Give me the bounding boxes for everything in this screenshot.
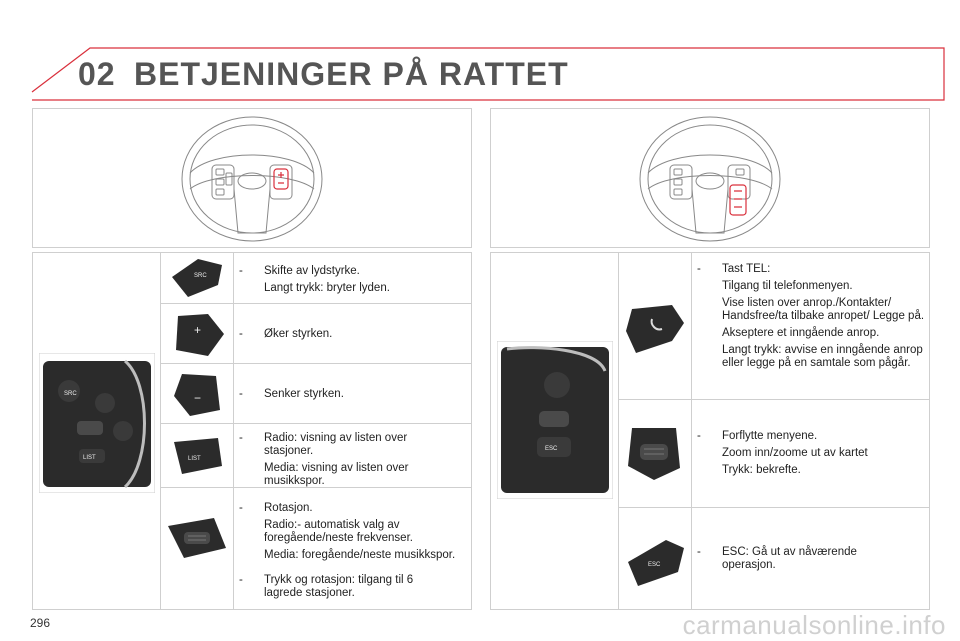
left-wheel-panel [32,108,472,248]
row-5-line-4: Trykk og rotasjon: tilgang til 6 lagrede stasjoner. [264,574,414,599]
left-overview-photo [39,353,155,493]
row-2-text [264,328,464,345]
row-5-text-2 [264,574,444,604]
steering-wheel-right-highlight [491,109,929,247]
bullet-dash: - [239,265,243,277]
bullet-dash: - [697,430,701,442]
bullet-dash: - [239,328,243,340]
right-wheel-panel [490,108,930,248]
volume-down-label: − [194,391,202,405]
bullet-dash: - [239,432,243,444]
right-row-3-text [722,546,912,576]
volume-down-button-icon [168,370,226,420]
list-button-label: LIST [188,456,201,462]
right-row-2-line-2: Zoom inn/zoome ut av kartet [722,447,868,459]
right-buttons-photo [497,341,613,499]
src-button-icon [168,255,226,301]
page-title: BETJENINGER PÅ RATTET [134,56,569,92]
row-2-line-1: Øker styrken. [264,328,333,340]
row-4-line-2: Media: visning av listen over musikkspor. [264,462,409,487]
row-5-text [264,502,464,566]
left-row-2 [160,303,471,364]
tel-button-icon [622,301,688,357]
bullet-dash: - [239,388,243,400]
right-row-2-line-3: Trykk: bekrefte. [722,464,801,476]
row-5-line-2: Radio:- automatisk valg av foregående/neste frekvenser. [264,519,413,544]
row-1-line-2: Langt trykk: bryter lyden. [264,282,390,294]
bullet-dash: - [239,502,243,514]
right-row-3 [618,507,929,610]
right-row-1-line-5: Langt trykk: avvise en inngående anrop eller legge på en samtale som pågår. [722,344,923,369]
right-row-1 [618,253,929,399]
bullet-dash: - [697,546,701,558]
watermark: carmanualsonline.info [682,610,946,640]
volume-up-label: + [194,323,202,337]
esc-button-label: ESC [648,562,661,568]
row-1-text [264,265,464,299]
right-row-1-line-2: Tilgang til telefonmenyen. [722,280,853,292]
bullet-dash: - [697,263,701,275]
left-row-3 [160,363,471,424]
row-1-line-1: Skifte av lydstyrke. [264,265,360,277]
right-row-1-text [722,263,928,374]
left-controls-table [32,252,472,610]
row-5-line-1: Rotasjon. [264,502,313,514]
left-buttons-photo [39,353,155,493]
left-row-1 [160,253,471,303]
overview-esc-label: ESC [545,446,558,452]
row-3-line-1: Senker styrken. [264,388,344,400]
right-row-1-line-1: Tast TEL: [722,263,771,275]
page-number: 296 [30,616,51,630]
left-row-5 [160,487,471,610]
overview-list-label: LIST [83,455,96,461]
volume-up-button-icon [168,310,226,360]
left-row-4 [160,423,471,488]
row-4-text [264,432,444,492]
header-frame [0,0,960,110]
row-4-line-1: Radio: visning av listen over stasjoner. [264,432,408,457]
right-row-3-line-1: ESC: Gå ut av nåværende operasjon. [722,546,857,571]
right-overview-photo [497,341,613,499]
row-5-line-3: Media: foregående/neste musikkspor. [264,549,456,561]
list-button-icon [168,432,226,480]
right-row-2-line-1: Forflytte menyene. [722,430,818,442]
row-3-text [264,388,464,405]
right-row-2 [618,399,929,508]
right-row-1-line-3: Vise listen over anrop./Kontakter/ Handsfree/ta tilbake anropet/ Legge på. [722,297,925,322]
menu-wheel-button-icon [624,422,684,484]
right-row-1-line-4: Akseptere et inngående anrop. [722,327,880,339]
overview-src-label: SRC [64,391,77,397]
right-row-2-text [722,430,928,481]
steering-wheel-left-highlight [33,109,471,247]
right-controls-table [490,252,930,610]
bullet-dash: - [239,574,243,586]
chapter-number: 02 [78,56,116,92]
src-button-label: SRC [194,273,207,279]
esc-button-icon [622,532,688,592]
thumbwheel-button-icon [164,512,230,564]
